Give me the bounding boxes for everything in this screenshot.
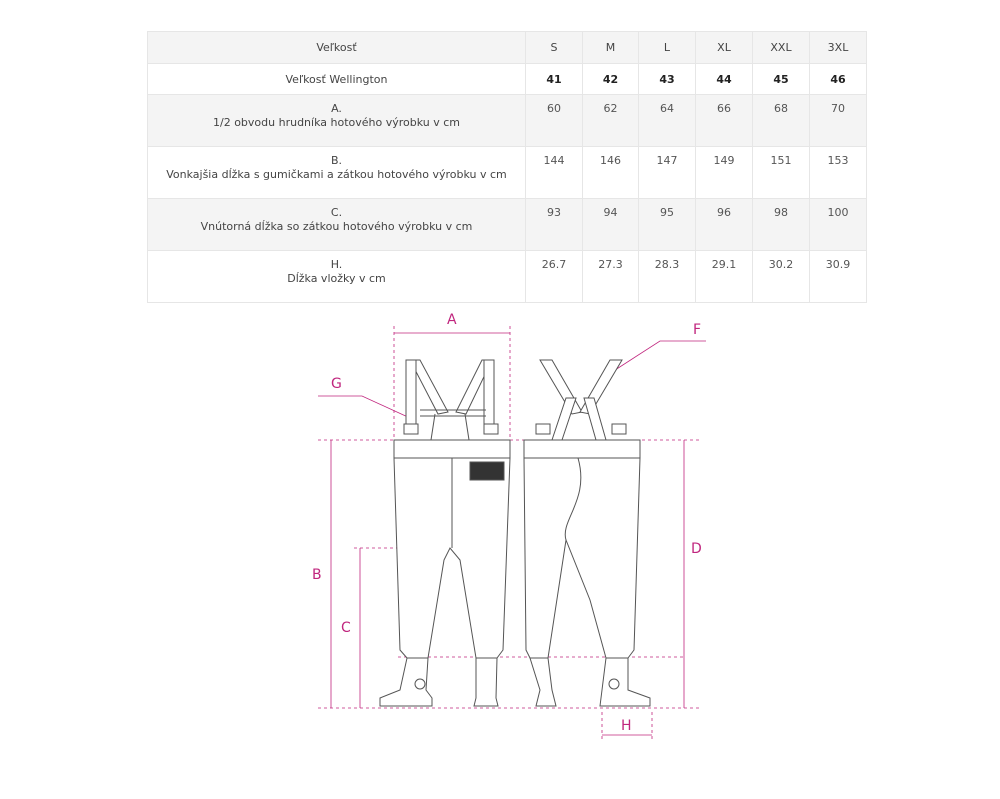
measurement-value: 64: [639, 95, 696, 147]
measurement-value: 144: [526, 147, 583, 199]
wellington-value: 43: [639, 64, 696, 95]
wellington-value: 44: [696, 64, 753, 95]
back-boot-right: [600, 658, 650, 706]
brand-badge: [470, 462, 504, 480]
measurement-value: 146: [583, 147, 639, 199]
measurement-code: C.: [330, 206, 343, 219]
back-strap-lower-right: [584, 398, 606, 440]
back-boot-left: [530, 658, 556, 706]
back-buckle-left: [536, 424, 550, 434]
measurement-value: 94: [583, 199, 639, 251]
measurement-value: 147: [639, 147, 696, 199]
measurement-value: 30.2: [753, 251, 810, 303]
front-strap-left-band: [406, 360, 416, 424]
measurement-value: 26.7: [526, 251, 583, 303]
measurement-code: H.: [330, 258, 343, 271]
back-strap-left: [540, 360, 582, 414]
measurement-value: 149: [696, 147, 753, 199]
wader-back-view: [524, 360, 650, 706]
front-strap-inner-left: [431, 414, 435, 440]
measurement-value: 153: [810, 147, 867, 199]
front-strap-inner-right: [465, 414, 469, 440]
measurement-desc: 1/2 obvodu hrudníka hotového výrobku v cm: [213, 116, 460, 129]
measurement-desc: Vnútorná dĺžka so zátkou hotového výrobku v cm: [200, 220, 473, 233]
measurement-desc: Vonkajšia dĺžka s gumičkami a zátkou hotového výrobku v cm: [166, 168, 507, 181]
front-waist-band: [394, 440, 510, 458]
measurement-code: A.: [331, 102, 342, 115]
measurement-value: 70: [810, 95, 867, 147]
dimension-lines: [318, 326, 706, 740]
wader-front-view: [380, 360, 510, 706]
measurement-value: 93: [526, 199, 583, 251]
front-buckle-left: [404, 424, 418, 434]
measurement-desc: Dĺžka vložky v cm: [287, 272, 386, 285]
label-h: H: [621, 718, 632, 734]
measurement-code: B.: [330, 154, 343, 167]
label-f: F: [693, 322, 702, 338]
measurement-value: 29.1: [696, 251, 753, 303]
leader-g: [318, 396, 410, 418]
measurement-value: 30.9: [810, 251, 867, 303]
size-header: L: [639, 32, 696, 64]
label-d: D: [691, 541, 702, 557]
measurement-value: 60: [526, 95, 583, 147]
size-header: XXL: [753, 32, 810, 64]
size-header: S: [526, 32, 583, 64]
back-waist-band: [524, 440, 640, 458]
wellington-value: 41: [526, 64, 583, 95]
label-g: G: [331, 376, 342, 392]
label-a: A: [447, 312, 457, 328]
back-buckle-right: [612, 424, 626, 434]
front-buckle-right: [484, 424, 498, 434]
wellington-value: 46: [810, 64, 867, 95]
header-label: Veľkosť: [148, 32, 526, 64]
leader-f: [612, 341, 706, 372]
measurement-value: 96: [696, 199, 753, 251]
label-c: C: [341, 620, 351, 636]
measurement-value: 66: [696, 95, 753, 147]
label-b: B: [312, 567, 322, 583]
size-header: M: [583, 32, 639, 64]
measurement-value: 95: [639, 199, 696, 251]
front-boot-right: [474, 658, 498, 706]
measurement-value: 68: [753, 95, 810, 147]
wellington-value: 45: [753, 64, 810, 95]
measurement-value: 27.3: [583, 251, 639, 303]
wellington-label: Veľkosť Wellington: [148, 64, 526, 95]
measurement-value: 98: [753, 199, 810, 251]
measurement-value: 28.3: [639, 251, 696, 303]
measurement-value: 151: [753, 147, 810, 199]
size-header: XL: [696, 32, 753, 64]
back-legs: [524, 458, 640, 658]
front-strap-right-band: [484, 360, 494, 424]
front-boot-emblem: [415, 679, 425, 689]
back-strap-lower-left: [552, 398, 576, 440]
wellington-value: 42: [583, 64, 639, 95]
measurement-value: 62: [583, 95, 639, 147]
measurement-value: 100: [810, 199, 867, 251]
size-header: 3XL: [810, 32, 867, 64]
back-boot-emblem: [609, 679, 619, 689]
